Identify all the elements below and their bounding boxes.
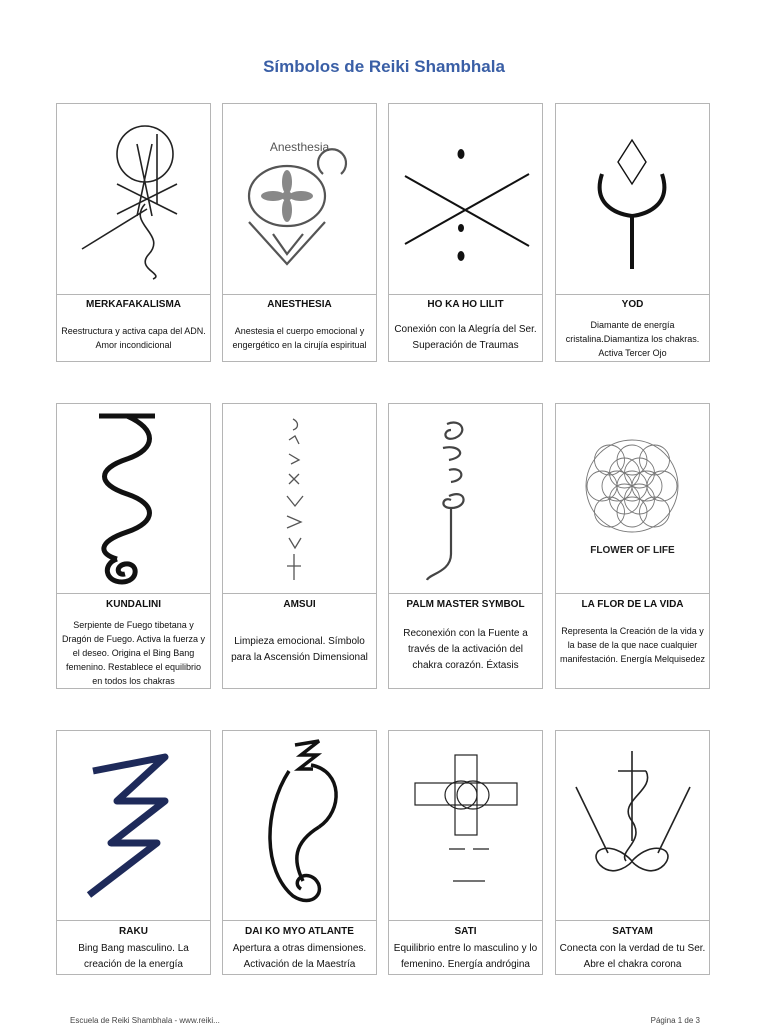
symbol-name: HO KA HO LILIT <box>427 299 504 310</box>
symbol-image <box>556 104 709 295</box>
symbol-image <box>57 104 210 295</box>
symbol-description: Conecta con la verdad de tu Ser. Abre el chakra corona <box>559 943 706 970</box>
yod-symbol-icon <box>556 104 709 294</box>
symbol-card-anesthesia <box>222 103 377 362</box>
symbol-description: Reconexión con la Fuente a través de la activación del chakra corazón. Éxtasis <box>403 628 528 671</box>
symbol-card-sati <box>388 730 543 975</box>
symbol-description: Diamante de energía cristalina.Diamantiza los chakras. Activa Tercer Ojo <box>565 320 700 358</box>
symbol-description: Serpiente de Fuego tibetana y Dragón de Fuego. Activa la fuerza y el deseo. Origina el Bing Bang femenino. Restablece el equilibrio en todos los chakras <box>61 620 206 686</box>
symbol-card-yod <box>555 103 710 362</box>
anesthesia-caption: Anesthesia <box>269 140 330 154</box>
symbol-image <box>389 104 542 295</box>
satyam-symbol-icon <box>556 731 709 920</box>
symbol-description: Representa la Creación de la vida y la base de la que nace cualquier manifestación. Energía Melquisedez <box>559 626 706 664</box>
flower-of-life-symbol-icon <box>556 404 709 593</box>
symbol-name: MERKAFAKALISMA <box>86 299 181 310</box>
symbol-description: Reestructura y activa capa del ADN. Amor incondicional <box>61 326 206 350</box>
footer-left: Escuela de Reiki Shambhala - www.reiki... <box>70 1016 220 1025</box>
symbol-card-raku <box>56 730 211 975</box>
symbol-card-satyam <box>555 730 710 975</box>
symbol-description: Limpieza emocional. Símbolo para la Ascensión Dimensional <box>231 636 368 663</box>
symbol-description: Anestesia el cuerpo emocional y engergético en la cirujía espiritual <box>232 326 367 350</box>
symbol-image <box>57 731 210 921</box>
anesthesia-symbol-icon <box>223 104 376 294</box>
dai-ko-myo-symbol-icon <box>223 731 376 920</box>
symbol-image <box>389 404 542 594</box>
symbol-card-dai-ko-myo <box>222 730 377 975</box>
page-title: Símbolos de Reiki Shambhala <box>263 57 505 76</box>
symbol-card-kundalini <box>56 403 211 689</box>
symbol-card-ho-ka-ho-lilit <box>388 103 543 362</box>
symbol-name: PALM MASTER SYMBOL <box>406 599 525 610</box>
symbol-description: Apertura a otras dimensiones. Activación de la Maestría <box>232 943 367 970</box>
symbol-card-palm-master <box>388 403 543 689</box>
symbol-name: ANESTHESIA <box>267 299 332 310</box>
symbol-image <box>389 731 542 921</box>
symbol-card-amsui <box>222 403 377 689</box>
symbol-image <box>223 404 376 594</box>
symbol-name: DAI KO MYO ATLANTE <box>245 926 354 937</box>
symbol-image <box>223 104 376 295</box>
palm-master-symbol-icon <box>389 404 542 593</box>
symbol-name: YOD <box>621 299 644 310</box>
symbol-image <box>57 404 210 594</box>
symbol-description: Bing Bang masculino. La creación de la energía <box>78 943 189 970</box>
symbol-name: LA FLOR DE LA VIDA <box>581 599 684 610</box>
symbol-description: Equilibrio entre lo masculino y lo femenino. Energía andrógina <box>393 943 538 970</box>
symbol-image <box>223 731 376 921</box>
symbol-name: SATI <box>454 926 477 937</box>
symbol-description: Conexión con la Alegría del Ser. Superación de Traumas <box>394 324 537 351</box>
amsui-symbol-icon <box>223 404 376 593</box>
symbol-image <box>556 404 709 594</box>
footer-right: Página 1 de 3 <box>650 1016 700 1025</box>
sati-symbol-icon <box>389 731 542 920</box>
symbol-image <box>556 731 709 921</box>
symbol-name: AMSUI <box>283 599 316 610</box>
symbol-card-flor-de-la-vida <box>555 403 710 689</box>
symbol-card-merkafakalisma <box>56 103 211 362</box>
symbol-name: RAKU <box>119 926 148 937</box>
symbol-name: SATYAM <box>612 926 653 937</box>
symbol-name: KUNDALINI <box>106 599 161 610</box>
ho-ka-ho-lilit-symbol-icon <box>389 104 542 294</box>
merkafakalisma-symbol-icon <box>57 104 210 294</box>
raku-symbol-icon <box>57 731 210 920</box>
flower-of-life-caption: FLOWER OF LIFE <box>590 545 675 556</box>
kundalini-symbol-icon <box>57 404 210 593</box>
